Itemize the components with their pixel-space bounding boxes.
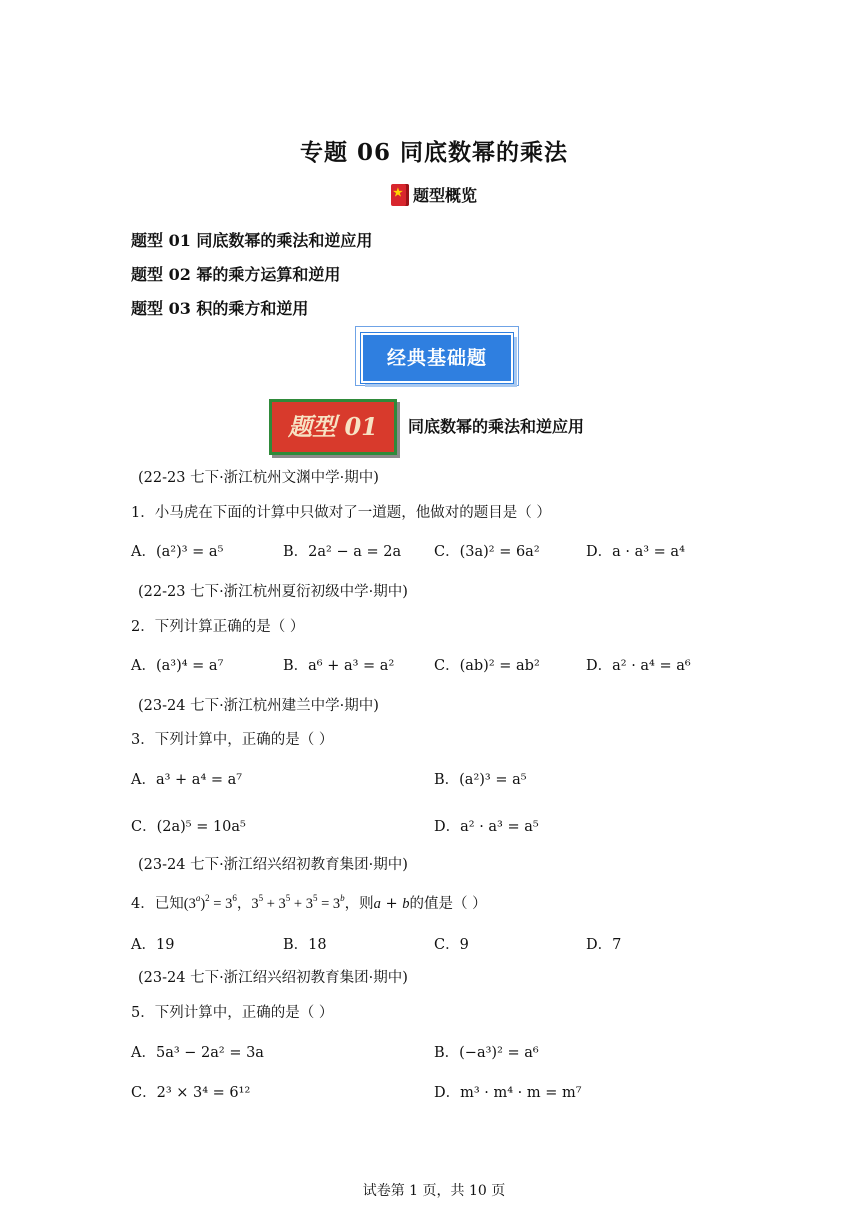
question-source: (22-23 七下·浙江杭州文渊中学·期中) bbox=[138, 470, 379, 486]
overview-label: 题型概览 bbox=[412, 186, 477, 205]
option-d: D．a² · a³ = a⁵ bbox=[434, 819, 539, 835]
option-b: B．a⁶ + a³ = a² bbox=[283, 658, 395, 674]
option-b: B．(a²)³ = a⁵ bbox=[434, 772, 527, 788]
option-c: C．9 bbox=[434, 937, 469, 953]
question-source: (22-23 七下·浙江杭州夏衍初级中学·期中) bbox=[138, 584, 408, 600]
option-a: A．a³ + a⁴ = a⁷ bbox=[131, 772, 243, 788]
option-d: D．m³ · m⁴ · m = m⁷ bbox=[434, 1085, 582, 1101]
option-a: A．19 bbox=[131, 937, 175, 953]
option-b: B．18 bbox=[283, 937, 327, 953]
question-source: (23-24 七下·浙江绍兴绍初教育集团·期中) bbox=[138, 857, 408, 873]
page-title: 专题 06 同底数幂的乘法 bbox=[299, 139, 569, 166]
stem-suffix: ，则 bbox=[344, 896, 374, 912]
type-badge bbox=[269, 399, 397, 455]
math-expression: a bbox=[373, 896, 381, 912]
toc-item-2: 题型 02 幂的乘方运算和逆用 bbox=[131, 265, 341, 284]
stem-prefix: 4．已知 bbox=[131, 896, 184, 912]
option-d: D．a · a³ = a⁴ bbox=[586, 544, 685, 560]
stem-end: 的值是（ ） bbox=[409, 896, 487, 912]
question-stem: 5．下列计算中，正确的是（ ） bbox=[131, 1005, 334, 1021]
option-c: C．(2a)⁵ = 10a⁵ bbox=[131, 819, 246, 835]
option-c: C．(3a)² = 6a² bbox=[434, 544, 540, 560]
option-b: B．2a² − a = 2a bbox=[283, 544, 402, 560]
type-title: 同底数幂的乘法和逆应用 bbox=[408, 417, 585, 436]
question-stem: 1．小马虎在下面的计算中只做对了一道题，他做对的题目是（ ） bbox=[131, 505, 551, 521]
section-banner: 经典基础题 bbox=[361, 333, 513, 383]
question-stem: 2．下列计算正确的是（ ） bbox=[131, 619, 305, 635]
option-a: A．(a³)⁴ = a⁷ bbox=[131, 658, 224, 674]
option-d: D．a² · a⁴ = a⁶ bbox=[586, 658, 691, 674]
overview-heading bbox=[0, 183, 868, 206]
option-c: C．(ab)² = ab² bbox=[434, 658, 540, 674]
page-footer: 试卷第 1 页，共 10 页 bbox=[362, 1183, 506, 1199]
math-expression: $(3^a)^2 = 3^6$，$3^5 + 3^5 + 3^5 = 3^b$ bbox=[183, 893, 345, 912]
option-c: C．2³ × 3⁴ = 6¹² bbox=[131, 1085, 251, 1101]
toc-item-3: 题型 03 积的乘方和逆用 bbox=[131, 299, 309, 318]
question-source: (23-24 七下·浙江杭州建兰中学·期中) bbox=[138, 698, 379, 714]
option-a: A．5a³ − 2a² = 3a bbox=[131, 1045, 264, 1061]
book-icon bbox=[391, 184, 409, 206]
option-b: B．(−a³)² = a⁶ bbox=[434, 1045, 539, 1061]
toc-item-1: 题型 01 同底数幂的乘法和逆应用 bbox=[131, 231, 373, 250]
question-stem: 3．下列计算中，正确的是（ ） bbox=[131, 732, 334, 748]
option-a: A．(a²)³ = a⁵ bbox=[131, 544, 224, 560]
question-stem: 4．已知$(3^a)^2 = 3^6$，$3^5 + 3^5 + 3^5 = 3^b$，则a + b的值是（ ） bbox=[131, 893, 487, 912]
option-d: D．7 bbox=[586, 937, 622, 953]
question-source: (23-24 七下·浙江绍兴绍初教育集团·期中) bbox=[138, 970, 408, 986]
type-badge-label: 题型 01 bbox=[288, 412, 378, 441]
math-expression: b bbox=[402, 896, 410, 912]
